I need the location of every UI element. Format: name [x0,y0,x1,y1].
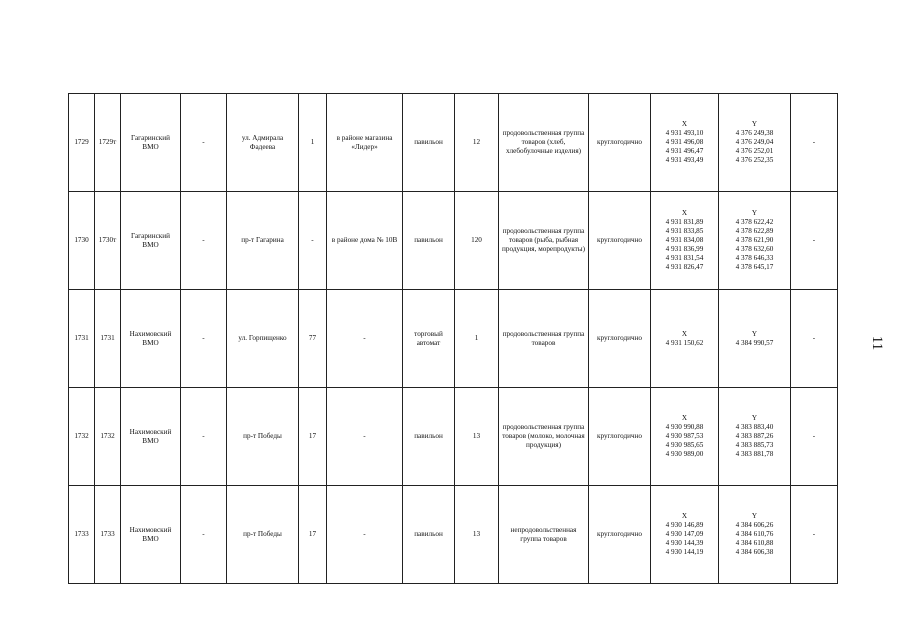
object-code-cell: 1733 [95,486,121,584]
x-coordinate-value: 4 931 836,99 [665,245,704,253]
period-cell: круглогодично [589,290,651,388]
house-number-cell: 17 [299,388,327,486]
blank-cell-cell: - [181,192,227,290]
y-coordinate-value: 4 384 610,76 [735,530,774,538]
house-number-cell: 1 [299,94,327,192]
page-number: 11 [869,335,885,351]
period-cell: круглогодично [589,94,651,192]
x-coordinate-value: 4 931 833,85 [665,227,704,235]
y-coordinate-value: 4 384 610,88 [735,539,774,547]
x-coordinates-cell [651,94,719,192]
object-code-cell: 1731 [95,290,121,388]
y-coordinate-header: Y [751,329,758,338]
row-number-cell: 1733 [69,486,95,584]
y-coordinate-value: 4 376 249,38 [735,129,774,137]
street-cell: ул. Адмирала Фадеева [227,94,299,192]
y-coordinate-value: 4 378 622,89 [735,227,774,235]
x-coordinate-header: X [681,329,688,338]
x-coordinate-value: 4 930 147,09 [665,530,704,538]
object-type-cell: торговый автомат [403,290,455,388]
x-coordinate-value: 4 931 496,08 [665,138,704,146]
y-coordinate-value: 4 383 885,73 [735,441,774,449]
y-coordinates-cell [719,486,791,584]
district-cell: Нахимовский ВМО [121,290,181,388]
object-code-cell: 1732 [95,388,121,486]
y-coordinate-value: 4 378 621,90 [735,236,774,244]
note-cell: - [791,192,838,290]
blank-cell-cell: - [181,290,227,388]
district-cell: Нахимовский ВМО [121,388,181,486]
y-coordinate-value: 4 376 249,04 [735,138,774,146]
row-number-cell: 1732 [69,388,95,486]
note-cell: - [791,290,838,388]
x-coordinate-value: 4 930 146,89 [665,521,704,529]
house-number-cell: 17 [299,486,327,584]
period-cell: круглогодично [589,486,651,584]
table-row [69,486,838,584]
y-coordinates-cell [719,192,791,290]
object-type-cell: павильон [403,486,455,584]
x-coordinate-value: 4 931 496,47 [665,147,704,155]
y-coordinates-cell [719,290,791,388]
y-coordinate-value: 4 383 883,40 [735,423,774,431]
x-coordinate-value: 4 930 987,53 [665,432,704,440]
x-coordinates-cell [651,192,719,290]
object-code-cell: 1729т [95,94,121,192]
area-cell: 13 [455,486,499,584]
y-coordinate-value: 4 376 252,35 [735,156,774,164]
blank-cell-cell: - [181,94,227,192]
y-coordinate-value: 4 383 887,26 [735,432,774,440]
object-type-cell: павильон [403,94,455,192]
goods-group-cell: продовольственная группа товаров (хлеб, хлебобулочные изделия) [499,94,589,192]
table-row [69,290,838,388]
y-coordinate-value: 4 383 881,78 [735,450,774,458]
y-coordinate-value: 4 384 990,57 [735,338,774,347]
x-coordinate-header: X [681,512,688,520]
x-coordinate-header: X [681,120,688,128]
y-coordinate-header: Y [751,414,758,422]
object-code-cell: 1730т [95,192,121,290]
landmark-cell: в районе магазина «Лидер» [327,94,403,192]
row-number-cell: 1731 [69,290,95,388]
house-number-cell: - [299,192,327,290]
x-coordinate-value: 4 931 150,62 [665,338,704,347]
landmark-cell: - [327,388,403,486]
x-coordinate-header: X [681,414,688,422]
x-coordinate-value: 4 930 985,65 [665,441,704,449]
area-cell: 120 [455,192,499,290]
district-cell: Гагаринский ВМО [121,192,181,290]
x-coordinate-value: 4 931 826,47 [665,263,704,271]
goods-group-cell: непродовольственная группа товаров [499,486,589,584]
blank-cell-cell: - [181,388,227,486]
x-coordinates-cell [651,290,719,388]
x-coordinate-value: 4 930 990,88 [665,423,704,431]
table-body [69,94,838,584]
y-coordinate-value: 4 378 646,33 [735,254,774,262]
y-coordinate-value: 4 378 622,42 [735,218,774,226]
y-coordinate-header: Y [751,120,758,128]
object-type-cell: павильон [403,192,455,290]
note-cell: - [791,94,838,192]
y-coordinate-value: 4 378 645,17 [735,263,774,271]
street-cell: пр-т Победы [227,388,299,486]
x-coordinate-value: 4 931 831,54 [665,254,704,262]
landmark-cell: - [327,486,403,584]
street-cell: пр-т Победы [227,486,299,584]
district-cell: Нахимовский ВМО [121,486,181,584]
x-coordinate-value: 4 931 493,10 [665,129,704,137]
x-coordinate-value: 4 930 989,00 [665,450,704,458]
street-cell: ул. Горпищенко [227,290,299,388]
x-coordinates-cell [651,388,719,486]
y-coordinates-cell [719,94,791,192]
y-coordinate-value: 4 384 606,38 [735,548,774,556]
district-cell: Гагаринский ВМО [121,94,181,192]
y-coordinate-value: 4 376 252,01 [735,147,774,155]
row-number-cell: 1729 [69,94,95,192]
trade-objects-table [68,93,838,584]
x-coordinate-value: 4 930 144,19 [665,548,704,556]
table-row [69,388,838,486]
area-cell: 1 [455,290,499,388]
y-coordinate-header: Y [751,512,758,520]
goods-group-cell: продовольственная группа товаров (рыба, рыбная продукция, морепродукты) [499,192,589,290]
area-cell: 13 [455,388,499,486]
goods-group-cell: продовольственная группа товаров [499,290,589,388]
x-coordinate-value: 4 931 834,08 [665,236,704,244]
y-coordinate-header: Y [751,209,758,217]
note-cell: - [791,388,838,486]
y-coordinates-cell [719,388,791,486]
x-coordinate-value: 4 931 831,89 [665,218,704,226]
note-cell: - [791,486,838,584]
street-cell: пр-т Гагарина [227,192,299,290]
goods-group-cell: продовольственная группа товаров (молоко, молочная продукция) [499,388,589,486]
row-number-cell: 1730 [69,192,95,290]
table-row [69,192,838,290]
house-number-cell: 77 [299,290,327,388]
object-type-cell: павильон [403,388,455,486]
table-row [69,94,838,192]
landmark-cell: в районе дома № 10В [327,192,403,290]
y-coordinate-value: 4 384 606,26 [735,521,774,529]
y-coordinate-value: 4 378 632,60 [735,245,774,253]
period-cell: круглогодично [589,388,651,486]
x-coordinate-header: X [681,209,688,217]
period-cell: круглогодично [589,192,651,290]
x-coordinate-value: 4 930 144,39 [665,539,704,547]
landmark-cell: - [327,290,403,388]
x-coordinate-value: 4 931 493,49 [665,156,704,164]
x-coordinates-cell [651,486,719,584]
area-cell: 12 [455,94,499,192]
blank-cell-cell: - [181,486,227,584]
